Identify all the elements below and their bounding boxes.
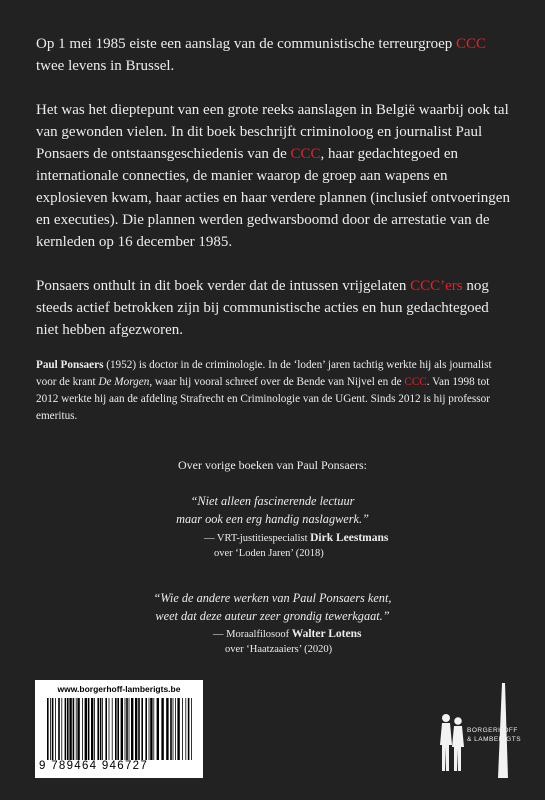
isbn-number: 9 789464 946727 bbox=[39, 760, 149, 772]
barcode-bar bbox=[88, 698, 90, 760]
barcode-bar bbox=[69, 698, 71, 760]
review-quote-1 bbox=[0, 492, 545, 528]
review-attribution-2 bbox=[213, 627, 362, 657]
quote-line: “Wie de andere werken van Paul Ponsaers kent, bbox=[153, 591, 392, 605]
barcode-bar bbox=[85, 698, 87, 760]
barcode-bar bbox=[131, 698, 133, 760]
attribution-source: over ‘Haatzaaiers’ (2020) bbox=[225, 644, 333, 655]
barcode-bar bbox=[47, 698, 49, 760]
barcode-bar bbox=[173, 698, 174, 760]
barcode-bars bbox=[45, 698, 195, 760]
reviewer-name: Dirk Leestmans bbox=[310, 532, 389, 544]
barcode-bar bbox=[65, 698, 67, 760]
barcode-bar bbox=[129, 698, 130, 760]
barcode-bar bbox=[170, 698, 172, 760]
attribution-role: — VRT-justitiespecialist bbox=[204, 533, 311, 544]
quote-line: “Niet alleen fascinerende lectuur bbox=[190, 494, 355, 508]
blurb-text: Ponsaers onthult in dit boek verder dat de intussen vrijgelaten bbox=[36, 278, 411, 294]
blurb-text: Het was het dieptepunt van een grote reeks aanslagen in België waarbij ook tal van gewonden vielen. In dit boek beschrijft criminoloog en journalist Paul Ponsaers de ontstaansgeschiedenis van de bbox=[36, 102, 509, 162]
barcode-bar bbox=[161, 698, 163, 760]
barcode-bar bbox=[182, 698, 183, 760]
barcode-bar bbox=[117, 698, 119, 760]
barcode-bar bbox=[125, 698, 126, 760]
author-name: Paul Ponsaers bbox=[36, 359, 104, 371]
barcode-bar bbox=[150, 698, 152, 760]
barcode-bar bbox=[82, 698, 83, 760]
barcode-bar bbox=[185, 698, 186, 760]
barcode-label bbox=[35, 680, 203, 778]
blurb-paragraph-3 bbox=[36, 275, 512, 341]
bio-text: . Van 1998 tot 2012 werkte hij aan de afdeling Strafrecht en Criminologie van de UGent. Sinds 2012 is hij professor emeritus. bbox=[36, 376, 490, 422]
barcode-bar bbox=[97, 698, 99, 760]
barcode-bar bbox=[126, 698, 128, 760]
review-attribution-1 bbox=[204, 531, 388, 561]
barcode-bar bbox=[76, 698, 77, 760]
attribution-source: over ‘Loden Jaren’ (2018) bbox=[214, 548, 324, 559]
publisher-name-line-1: BORGERHOFF bbox=[467, 727, 518, 734]
barcode-bar bbox=[109, 698, 110, 760]
barcode-bar bbox=[121, 698, 123, 760]
barcode-bar bbox=[157, 698, 159, 760]
blurb-text: twee levens in Brussel. bbox=[36, 58, 175, 74]
barcode-bar bbox=[67, 698, 69, 760]
bio-text: , waar hij vooral schreef over de Bende van Nijvel en de bbox=[149, 376, 405, 388]
blurb-paragraph-2 bbox=[36, 99, 512, 253]
barcode-bar bbox=[50, 698, 51, 760]
barcode-bar bbox=[77, 698, 79, 760]
barcode-bar bbox=[135, 698, 137, 760]
publisher-name-line-2: & LAMBERIGTS bbox=[467, 736, 522, 743]
reviews-intro: Over vorige boeken van Paul Ponsaers: bbox=[178, 458, 367, 472]
barcode-bar bbox=[94, 698, 95, 760]
ccc-highlight: CCC bbox=[404, 376, 427, 388]
barcode-bar bbox=[61, 698, 62, 760]
barcode-bar bbox=[138, 698, 140, 760]
blurb-text: , haar gedachtegoed en internationale connecties, de manier waarop de groep aan wapens en explosieven kwam, haar acties en haar verdere plannen (inclusief ontvoeringen en executies). Die plannen werden gedwarsboomd door de arrestatie van de kernleden op 16 december 1985. bbox=[36, 146, 510, 250]
quote-line: maar ook een erg handig naslagwerk.” bbox=[176, 512, 369, 526]
barcode-bar bbox=[105, 698, 107, 760]
publisher-url: www.borgerhoff-lamberigts.be bbox=[57, 684, 181, 694]
newspaper-name: De Morgen bbox=[98, 376, 150, 388]
barcode-bar bbox=[102, 698, 103, 760]
barcode-bar bbox=[73, 698, 75, 760]
barcode-bar bbox=[175, 698, 176, 760]
reviewer-name: Walter Lotens bbox=[291, 628, 362, 640]
barcode-bar bbox=[91, 698, 93, 760]
review-quote-2 bbox=[0, 589, 545, 625]
blurb-text: nog steeds actief betrokken zijn bij communistische acties en hun gedachtegoed niet hebben afgezworen. bbox=[36, 278, 489, 338]
ccc-highlight: CCC bbox=[456, 36, 487, 52]
barcode-bar bbox=[145, 698, 147, 760]
blurb-paragraph-1 bbox=[36, 33, 512, 77]
barcode-bar bbox=[191, 698, 192, 760]
barcode-bar bbox=[177, 698, 179, 760]
barcode-bar bbox=[166, 698, 168, 760]
blurb-text: Op 1 mei 1985 eiste een aanslag van de communistische terreurgroep bbox=[36, 36, 457, 52]
barcode-bar bbox=[112, 698, 113, 760]
barcode-bar bbox=[153, 698, 154, 760]
barcode-bar bbox=[188, 698, 190, 760]
bio-text: (1952) is doctor in de criminologie. In de ‘loden’ jaren tachtig werkte hij als journalist voor de krant bbox=[36, 359, 492, 388]
barcode-bar bbox=[55, 698, 56, 760]
barcode-bar bbox=[149, 698, 150, 760]
barcode-bar bbox=[58, 698, 60, 760]
ccc-highlight: CCC’ers bbox=[410, 278, 463, 294]
attribution-role: — Moraalfilosoof bbox=[213, 629, 292, 640]
barcode-bar bbox=[115, 698, 117, 760]
barcode-bar bbox=[52, 698, 54, 760]
quote-line: weet dat deze auteur zeer grondig tewerkgaat.” bbox=[155, 609, 390, 623]
ccc-highlight: CCC bbox=[290, 146, 321, 162]
author-bio bbox=[36, 357, 514, 425]
barcode-bar bbox=[100, 698, 102, 760]
barcode-bar bbox=[141, 698, 143, 760]
